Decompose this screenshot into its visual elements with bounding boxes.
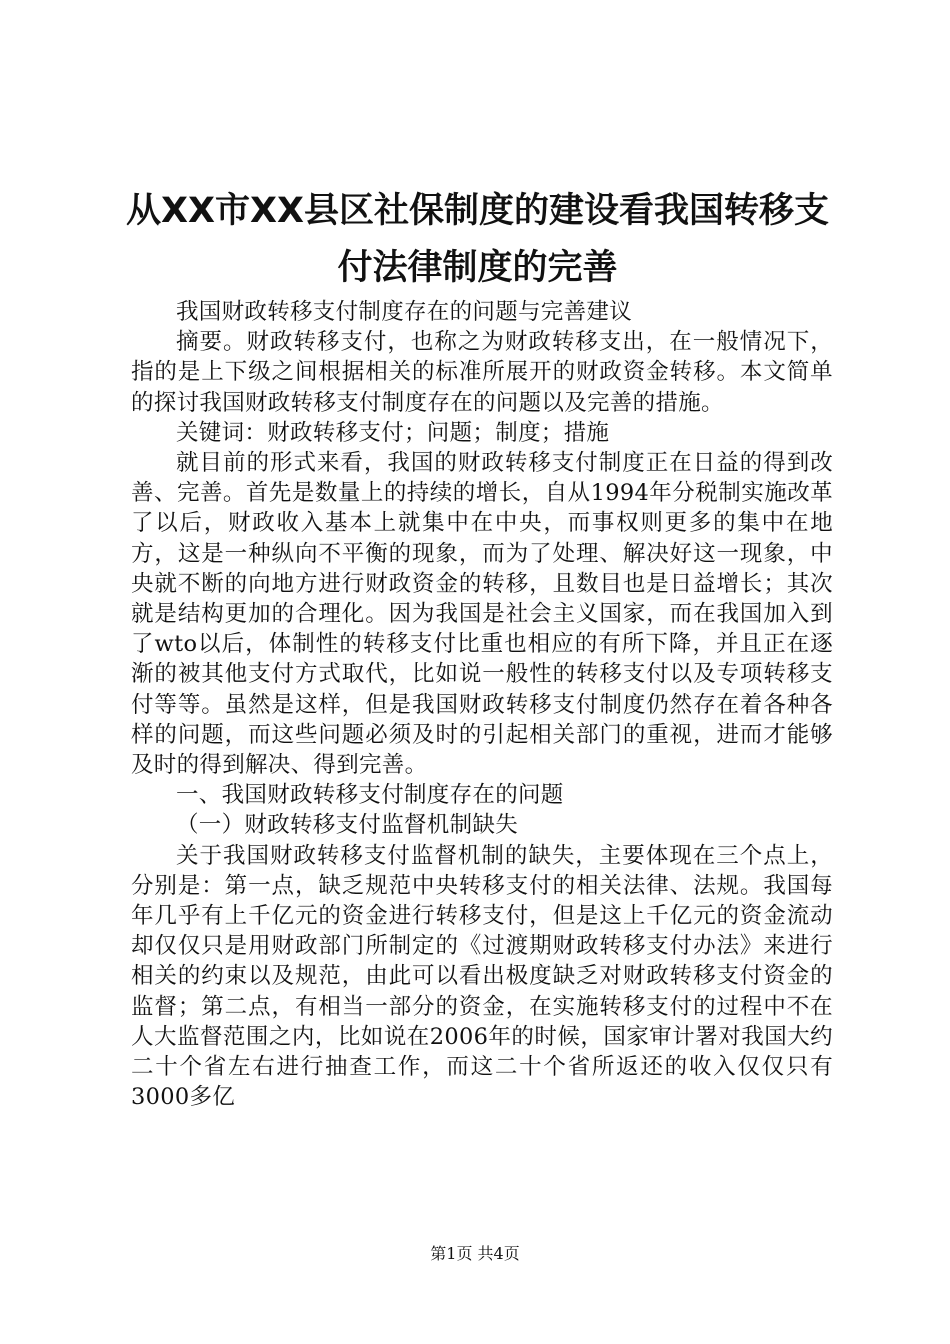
subtitle-paragraph: 我国财政转移支付制度存在的问题与完善建议: [176, 299, 633, 325]
page-number: 第1页 共4页: [430, 1244, 520, 1263]
page-title: [110, 183, 845, 297]
keywords-paragraph: 关键词：财政转移支付；问题；制度；措施: [176, 419, 610, 446]
page-footer: [0, 1244, 950, 1264]
title-line-2: 付法律制度的完善: [337, 248, 618, 288]
document-body: [131, 297, 833, 1112]
subsection-heading: （一）财政转移支付监督机制缺失: [176, 812, 519, 839]
abstract-paragraph: 摘要。财政转移支付，也称之为财政转移支出，在一般情况下，指的是上下级之间根据相关的标准所展开的财政资金转移。本文简单的探讨我国财政转移支付制度存在的问题以及完善的措施。: [131, 329, 833, 416]
body-paragraph: 就目前的形式来看，我国的财政转移支付制度正在日益的得到改善、完善。首先是数量上的持续的增长，自从1994年分税制实施改革了以后，财政收入基本上就集中在中央，而事权则更多的集中在地方，这是一种纵向不平衡的现象，而为了处理、解决好这一现象，中央就不断的向地方进行财政资金的转移，且数目也是日益增长；其次就是结构更加的合理化。因为我国是社会主义国家，而在我国加入到了wto以后，体制性的转移支付比重也相应的有所下降，并且正在逐渐的被其他支付方式取代，比如说一般性的转移支付以及专项转移支付等等。虽然是这样，但是我国财政转移支付制度仍然存在着各种各样的问题，而这些问题必须及时的引起相关部门的重视，进而才能够及时的得到解决、得到完善。: [131, 450, 833, 779]
section-heading: 一、我国财政转移支付制度存在的问题: [176, 782, 564, 809]
title-line-1: 从XX市XX县区社保制度的建设看我国转移支: [126, 191, 829, 231]
body-paragraph: 关于我国财政转移支付监督机制的缺失，主要体现在三个点上，分别是：第一点，缺乏规范中央转移支付的相关法律、法规。我国每年几乎有上千亿元的资金进行转移支付，但是这上千亿元的资金流动却仅仅只是用财政部门所制定的《过渡期财政转移支付办法》来进行相关的约束以及规范，由此可以看出极度缺乏对财政转移支付资金的监督；第二点，有相当一部分的资金，在实施转移支付的过程中不在人大监督范围之内，比如说在2006年的时候，国家审计署对我国大约二十个省左右进行抽查工作，而这二十个省所返还的收入仅仅只有3000多亿: [131, 842, 833, 1111]
